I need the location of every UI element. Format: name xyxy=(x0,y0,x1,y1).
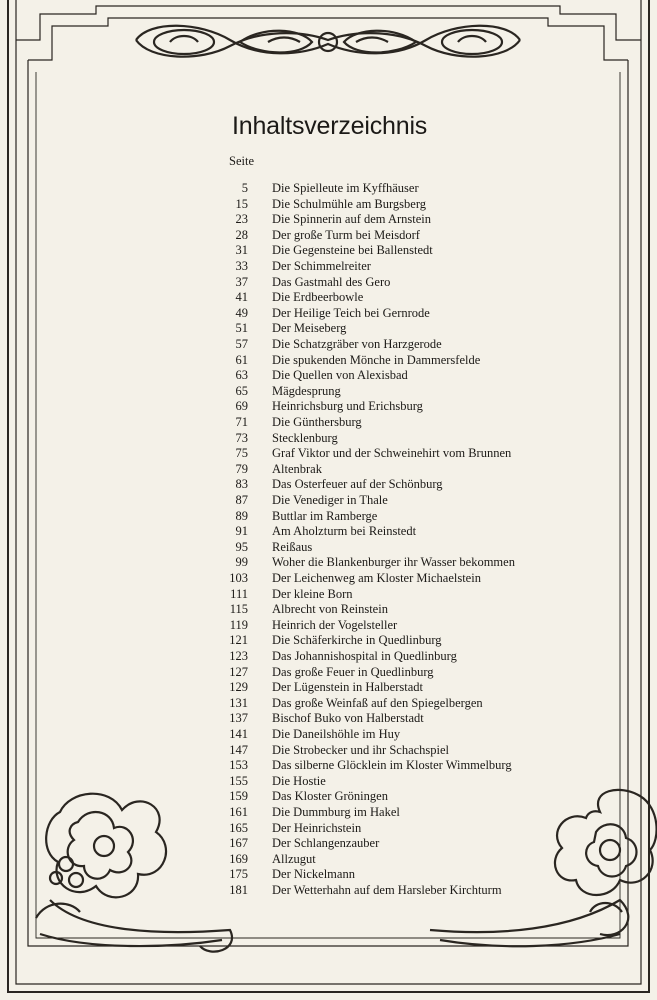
toc-page-number: 63 xyxy=(235,368,248,383)
toc-entry-title: Der große Turm bei Meisdorf xyxy=(272,227,420,242)
toc-page-number: 23 xyxy=(235,212,248,227)
toc-entry-title: Die Strobecker und ihr Schachspiel xyxy=(272,742,450,757)
toc-entry-title: Die Dummburg im Hakel xyxy=(272,805,400,819)
toc-page-number: 147 xyxy=(229,742,248,757)
toc-page-number: 41 xyxy=(235,290,248,305)
toc-entry-title: Der Wetterhahn auf dem Harsleber Kirchturm xyxy=(272,883,502,897)
toc-page-number: 79 xyxy=(235,461,248,476)
toc-page-number: 155 xyxy=(229,773,248,788)
toc-entry-title: Heinrich der Vogelsteller xyxy=(272,617,398,632)
page-title: Inhaltsverzeichnis xyxy=(232,112,428,140)
toc-entry-title: Woher die Blankenburger ihr Wasser bekommen xyxy=(272,555,515,570)
toc-page-number: 95 xyxy=(235,539,248,554)
toc-entry xyxy=(0,492,657,508)
toc-page-number: 33 xyxy=(235,259,248,273)
toc-entry xyxy=(0,648,657,664)
toc-entry xyxy=(0,445,657,461)
toc-entry-title: Das große Weinfaß auf den Spiegelbergen xyxy=(272,695,483,710)
toc-entry-title: Die Schulmühle am Burgsberg xyxy=(272,196,427,211)
toc-page-number: 5 xyxy=(241,181,248,195)
toc-entry xyxy=(0,804,657,820)
toc-entry-title: Der Nickelmann xyxy=(272,867,355,882)
toc-page-number: 127 xyxy=(229,664,248,679)
toc-page-number: 61 xyxy=(235,352,248,367)
toc-page-number: 131 xyxy=(229,695,248,710)
toc-entry xyxy=(0,601,657,617)
toc-entry xyxy=(0,461,657,477)
toc-entry xyxy=(0,196,657,212)
toc-entry-title: Heinrichsburg und Erichsburg xyxy=(272,399,423,414)
toc-page-number: 111 xyxy=(230,586,248,601)
toc-entry-title: Die Gegensteine bei Ballenstedt xyxy=(272,243,433,258)
toc-entry-title: Die Hostie xyxy=(272,773,326,788)
toc-entry-title: Am Aholzturm bei Reinstedt xyxy=(272,524,417,539)
toc-entry-title: Die Spinnerin auf dem Arnstein xyxy=(272,212,431,227)
toc-page-number: 103 xyxy=(229,571,248,585)
toc-entry xyxy=(0,586,657,602)
toc-entry xyxy=(0,695,657,711)
toc-entry xyxy=(0,320,657,336)
toc-page-number: 99 xyxy=(235,555,248,570)
toc-entry xyxy=(0,398,657,414)
toc-entry-title: Die Schatzgräber von Harzgerode xyxy=(272,337,442,351)
toc-entry xyxy=(0,180,657,196)
toc-page-number: 89 xyxy=(235,508,248,523)
toc-entry xyxy=(0,336,657,352)
toc-page-number: 175 xyxy=(229,867,248,882)
toc-entry-title: Die Daneilshöhle im Huy xyxy=(272,727,401,741)
toc-page-number: 153 xyxy=(229,758,248,773)
toc-page-number: 159 xyxy=(229,789,248,804)
toc-entry-title: Die Schäferkirche in Quedlinburg xyxy=(272,633,442,648)
toc-page-number: 75 xyxy=(235,446,248,461)
toc-entry-title: Das Osterfeuer auf der Schönburg xyxy=(272,477,443,492)
toc-page-number: 71 xyxy=(235,415,248,429)
toc-entry-title: Albrecht von Reinstein xyxy=(272,602,388,617)
toc-entry-title: Altenbrak xyxy=(272,461,322,476)
toc-page-number: 167 xyxy=(229,836,248,851)
toc-entry xyxy=(0,570,657,586)
toc-entry-title: Mägdesprung xyxy=(272,383,341,398)
toc-entry-title: Das Kloster Gröningen xyxy=(272,789,388,804)
toc-entry xyxy=(0,726,657,742)
toc-page-number: 91 xyxy=(235,524,248,539)
toc-entry xyxy=(0,242,657,258)
toc-entry xyxy=(0,508,657,524)
toc-entry xyxy=(0,820,657,836)
toc-entry xyxy=(0,788,657,804)
toc-entry-title: Der Schimmelreiter xyxy=(272,259,371,273)
toc-entry xyxy=(0,882,657,898)
toc-entry-title: Das Gastmahl des Gero xyxy=(272,274,391,289)
toc-page-number: 121 xyxy=(229,633,248,648)
toc-entry-title: Die Spielleute im Kyffhäuser xyxy=(272,181,419,195)
toc-page-number: 83 xyxy=(235,477,248,492)
toc-entry xyxy=(0,742,657,758)
toc-entry-title: Die Günthersburg xyxy=(272,415,362,429)
toc-page-number: 73 xyxy=(235,430,248,445)
toc-entry xyxy=(0,227,657,243)
toc-entry-title: Stecklenburg xyxy=(272,430,338,445)
toc-entry xyxy=(0,617,657,633)
toc-entry xyxy=(0,383,657,399)
toc-entry xyxy=(0,211,657,227)
toc-entry xyxy=(0,258,657,274)
toc-page-number: 87 xyxy=(235,493,248,507)
toc-entry-title: Buttlar im Ramberge xyxy=(272,508,378,523)
toc-entry-title: Der Heilige Teich bei Gernrode xyxy=(272,305,430,320)
toc-entry-title: Der Leichenweg am Kloster Michaelstein xyxy=(272,571,481,585)
toc-entry xyxy=(0,305,657,321)
toc-page-number: 65 xyxy=(235,383,248,398)
toc-page-number: 161 xyxy=(229,805,248,819)
toc-entry xyxy=(0,851,657,867)
toc-page-number: 181 xyxy=(229,883,248,897)
toc-entry-title: Der Lügenstein in Halberstadt xyxy=(272,680,423,695)
toc-page-number: 129 xyxy=(229,680,248,695)
toc-entry xyxy=(0,866,657,882)
toc-page-number: 31 xyxy=(235,243,248,258)
toc-page-number: 169 xyxy=(229,851,248,866)
toc-entry-title: Allzugut xyxy=(272,851,316,866)
toc-entry xyxy=(0,539,657,555)
toc-entry xyxy=(0,773,657,789)
toc-page-number: 119 xyxy=(229,617,248,632)
toc-page-number: 115 xyxy=(229,602,248,617)
toc-entry-title: Das Johannishospital in Quedlinburg xyxy=(272,649,457,663)
toc-page-number: 28 xyxy=(235,227,248,242)
toc-entry xyxy=(0,352,657,368)
toc-entry xyxy=(0,414,657,430)
toc-entry xyxy=(0,367,657,383)
toc-entry-title: Der kleine Born xyxy=(272,586,353,601)
toc-entry xyxy=(0,274,657,290)
toc-page-number: 51 xyxy=(235,321,248,336)
toc-entry-title: Der Meiseberg xyxy=(272,321,347,336)
toc-entry xyxy=(0,554,657,570)
toc-page-number: 49 xyxy=(235,305,248,320)
toc-page-number: 165 xyxy=(229,820,248,835)
toc-page-number: 137 xyxy=(229,711,248,726)
toc-entry xyxy=(0,289,657,305)
toc-page-number: 15 xyxy=(235,196,248,211)
toc-entry-title: Die Venediger in Thale xyxy=(272,493,388,507)
toc-entry-title: Der Heinrichstein xyxy=(272,820,362,835)
toc-entry xyxy=(0,757,657,773)
page-column-label: Seite xyxy=(229,154,254,168)
toc-entry-title: Das silberne Glöcklein im Kloster Wimmelburg xyxy=(272,758,512,773)
toc-entry-title: Der Schlangenzauber xyxy=(272,836,380,851)
toc-entry-title: Die spukenden Mönche in Dammersfelde xyxy=(272,352,481,367)
toc-page-number: 141 xyxy=(229,727,248,741)
toc-entry-title: Die Quellen von Alexisbad xyxy=(272,368,408,383)
toc-entry xyxy=(0,523,657,539)
toc-entry-title: Das große Feuer in Quedlinburg xyxy=(272,664,434,679)
toc-page-number: 69 xyxy=(235,399,248,414)
toc-entry xyxy=(0,710,657,726)
toc-entry xyxy=(0,835,657,851)
toc-page-number: 37 xyxy=(235,274,248,289)
toc-entry-title: Reißaus xyxy=(272,539,313,554)
toc-page-number: 57 xyxy=(235,337,248,351)
toc-entry xyxy=(0,632,657,648)
toc-entry xyxy=(0,430,657,446)
top-ornament xyxy=(136,26,520,57)
toc-entry xyxy=(0,476,657,492)
toc-entry-title: Die Erdbeerbowle xyxy=(272,290,364,305)
toc-entry xyxy=(0,679,657,695)
toc-entry-title: Graf Viktor und der Schweinehirt vom Brunnen xyxy=(272,446,512,461)
toc-page-number: 123 xyxy=(229,649,248,663)
toc-entry xyxy=(0,664,657,680)
toc-entry-title: Bischof Buko von Halberstadt xyxy=(272,711,424,726)
